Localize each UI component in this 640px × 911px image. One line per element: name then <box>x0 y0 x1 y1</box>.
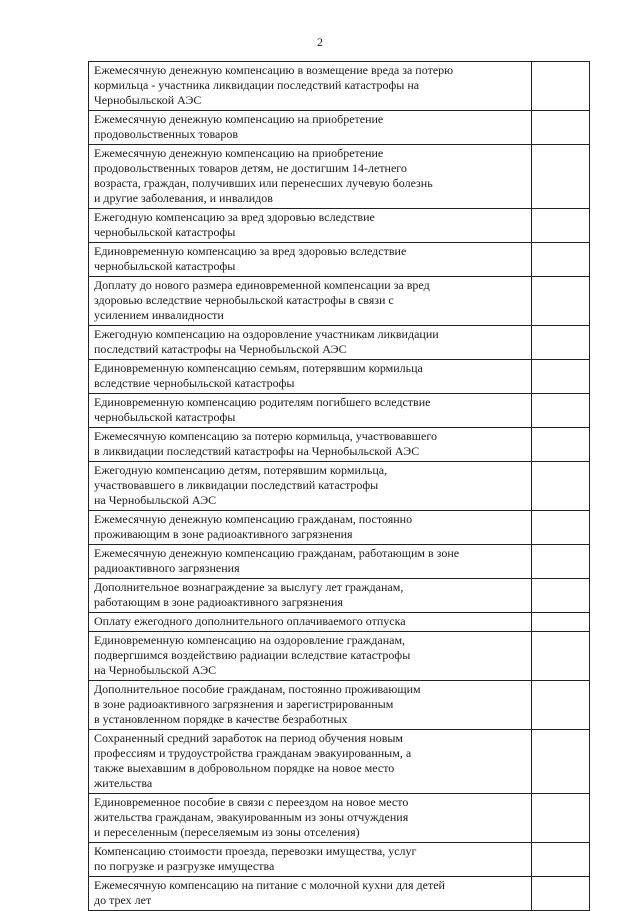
benefit-description-cell <box>89 730 532 794</box>
benefit-description-cell <box>89 681 532 730</box>
table-row <box>89 613 590 632</box>
selection-cell[interactable] <box>532 209 590 243</box>
table-row <box>89 877 590 911</box>
benefit-description-line: Единовременную компенсацию семьям, потерявшим кормильца <box>94 361 423 375</box>
table-row <box>89 730 590 794</box>
table-row <box>89 326 590 360</box>
benefits-table <box>88 61 590 911</box>
benefit-description-line: и другие заболевания, и инвалидов <box>94 191 273 205</box>
benefit-description-line: Ежегодную компенсацию за вред здоровью вследствие <box>94 210 375 224</box>
selection-cell[interactable] <box>532 145 590 209</box>
benefit-description-cell <box>89 545 532 579</box>
benefit-description-line: здоровью вследствие чернобыльской катастрофы в связи с <box>94 293 394 307</box>
benefit-description-cell <box>89 394 532 428</box>
benefit-description-cell <box>89 360 532 394</box>
benefit-description-line: Ежегодную компенсацию детям, потерявшим кормильца, <box>94 463 388 477</box>
selection-cell[interactable] <box>532 326 590 360</box>
table-row <box>89 511 590 545</box>
benefit-description-line: Доплату до нового размера единовременной компенсации за вред <box>94 278 430 292</box>
benefit-description-line: в установленном порядке в качестве безработных <box>94 712 348 726</box>
table-row <box>89 394 590 428</box>
benefit-description-line: Ежемесячную денежную компенсацию на приобретение <box>94 146 384 160</box>
benefit-description-line: на Чернобыльской АЭС <box>94 663 217 677</box>
benefit-description-line: чернобыльской катастрофы <box>94 225 236 239</box>
benefit-description-line: Компенсацию стоимости проезда, перевозки имущества, услуг <box>94 844 417 858</box>
table-row <box>89 545 590 579</box>
selection-cell[interactable] <box>532 277 590 326</box>
benefit-description-cell <box>89 209 532 243</box>
selection-cell[interactable] <box>532 394 590 428</box>
benefit-description-cell <box>89 579 532 613</box>
benefit-description-line: в ликвидации последствий катастрофы на Чернобыльской АЭС <box>94 444 420 458</box>
benefit-description-line: Чернобыльской АЭС <box>94 93 202 107</box>
benefit-description-line: Ежемесячную денежную компенсацию гражданам, работающим в зоне <box>94 546 460 560</box>
benefit-description-line: Ежемесячную денежную компенсацию гражданам, постоянно <box>94 512 413 526</box>
benefit-description-line: Ежемесячную денежную компенсацию в возмещение вреда за потерю <box>94 63 454 77</box>
table-row <box>89 277 590 326</box>
benefit-description-line: работающим в зоне радиоактивного загрязнения <box>94 595 343 609</box>
table-row <box>89 145 590 209</box>
table-row <box>89 243 590 277</box>
benefit-description-cell <box>89 326 532 360</box>
benefit-description-line: продовольственных товаров детям, не достигшим 14-летнего <box>94 161 407 175</box>
benefit-description-line: Ежемесячную денежную компенсацию на приобретение <box>94 112 384 126</box>
selection-cell[interactable] <box>532 632 590 681</box>
table-row <box>89 681 590 730</box>
selection-cell[interactable] <box>532 730 590 794</box>
selection-cell[interactable] <box>532 243 590 277</box>
table-row <box>89 209 590 243</box>
benefit-description-line: Единовременное пособие в связи с переездом на новое место <box>94 795 409 809</box>
benefit-description-line: жительства гражданам, эвакуированным из зоны отчуждения <box>94 810 409 824</box>
benefit-description-line: жительства <box>94 776 153 790</box>
benefit-description-cell <box>89 511 532 545</box>
benefit-description-line: Дополнительное пособие гражданам, постоянно проживающим <box>94 682 421 696</box>
benefit-description-line: Оплату ежегодного дополнительного оплачиваемого отпуска <box>94 614 406 628</box>
benefit-description-line: усилением инвалидности <box>94 308 224 322</box>
benefit-description-line: на Чернобыльской АЭС <box>94 493 217 507</box>
selection-cell[interactable] <box>532 62 590 111</box>
benefit-description-line: по погрузке и разгрузке имущества <box>94 859 275 873</box>
selection-cell[interactable] <box>532 360 590 394</box>
selection-cell[interactable] <box>532 545 590 579</box>
benefit-description-line: до трех лет <box>94 893 152 907</box>
benefit-description-line: профессиям и трудоустройства гражданам эвакуированным, а <box>94 746 412 760</box>
benefit-description-cell <box>89 243 532 277</box>
benefit-description-cell <box>89 428 532 462</box>
table-row <box>89 579 590 613</box>
selection-cell[interactable] <box>532 111 590 145</box>
benefit-description-cell <box>89 62 532 111</box>
selection-cell[interactable] <box>532 877 590 911</box>
page-number: 2 <box>317 35 323 49</box>
benefit-description-line: участвовавшего в ликвидации последствий катастрофы <box>94 478 379 492</box>
benefit-description-line: вследствие чернобыльской катастрофы <box>94 376 295 390</box>
benefit-description-line: чернобыльской катастрофы <box>94 259 236 273</box>
benefit-description-line: Сохраненный средний заработок на период обучения новым <box>94 731 404 745</box>
selection-cell[interactable] <box>532 613 590 632</box>
benefit-description-cell <box>89 111 532 145</box>
benefit-description-cell <box>89 613 532 632</box>
benefit-description-cell <box>89 145 532 209</box>
benefit-description-line: радиоактивного загрязнения <box>94 561 240 575</box>
table-row <box>89 62 590 111</box>
table-row <box>89 360 590 394</box>
table-row <box>89 843 590 877</box>
benefit-description-cell <box>89 843 532 877</box>
benefit-description-line: в зоне радиоактивного загрязнения и зарегистрированным <box>94 697 394 711</box>
benefit-description-line: также выехавшим в добровольном порядке на новое место <box>94 761 395 775</box>
table-row <box>89 462 590 511</box>
benefit-description-line: подвергшимся воздействию радиации вследствие катастрофы <box>94 648 411 662</box>
benefit-description-line: Единовременную компенсацию на оздоровление гражданам, <box>94 633 406 647</box>
benefit-description-line: Единовременную компенсацию родителям погибшего вследствие <box>94 395 431 409</box>
benefit-description-line: продовольственных товаров <box>94 127 239 141</box>
benefit-description-line: Дополнительное вознаграждение за выслугу лет гражданам, <box>94 580 404 594</box>
selection-cell[interactable] <box>532 428 590 462</box>
benefit-description-line: последствий катастрофы на Чернобыльской АЭС <box>94 342 347 356</box>
benefit-description-cell <box>89 632 532 681</box>
benefit-description-line: Единовременную компенсацию за вред здоровью вследствие <box>94 244 407 258</box>
selection-cell[interactable] <box>532 681 590 730</box>
benefit-description-line: и переселенным (переселяемым из зоны отселения) <box>94 825 360 839</box>
benefit-description-line: Ежемесячную компенсацию на питание с молочной кухни для детей <box>94 878 445 892</box>
benefit-description-cell <box>89 277 532 326</box>
selection-cell[interactable] <box>532 794 590 843</box>
selection-cell[interactable] <box>532 511 590 545</box>
selection-cell[interactable] <box>532 579 590 613</box>
benefit-description-cell <box>89 794 532 843</box>
benefit-description-cell <box>89 877 532 911</box>
benefit-description-cell <box>89 462 532 511</box>
selection-cell[interactable] <box>532 843 590 877</box>
benefit-description-line: Ежегодную компенсацию на оздоровление участникам ликвидации <box>94 327 439 341</box>
table-row <box>89 632 590 681</box>
benefits-table-body <box>89 62 590 911</box>
selection-cell[interactable] <box>532 462 590 511</box>
table-row <box>89 794 590 843</box>
benefit-description-line: кормильца - участника ликвидации последствий катастрофы на <box>94 78 420 92</box>
table-row <box>89 111 590 145</box>
benefit-description-line: Ежемесячную компенсацию за потерю кормильца, участвовавшего <box>94 429 437 443</box>
benefit-description-line: проживающим в зоне радиоактивного загрязнения <box>94 527 353 541</box>
benefit-description-line: чернобыльской катастрофы <box>94 410 236 424</box>
table-row <box>89 428 590 462</box>
benefit-description-line: возраста, граждан, получивших или перенесших лучевую болезнь <box>94 176 433 190</box>
